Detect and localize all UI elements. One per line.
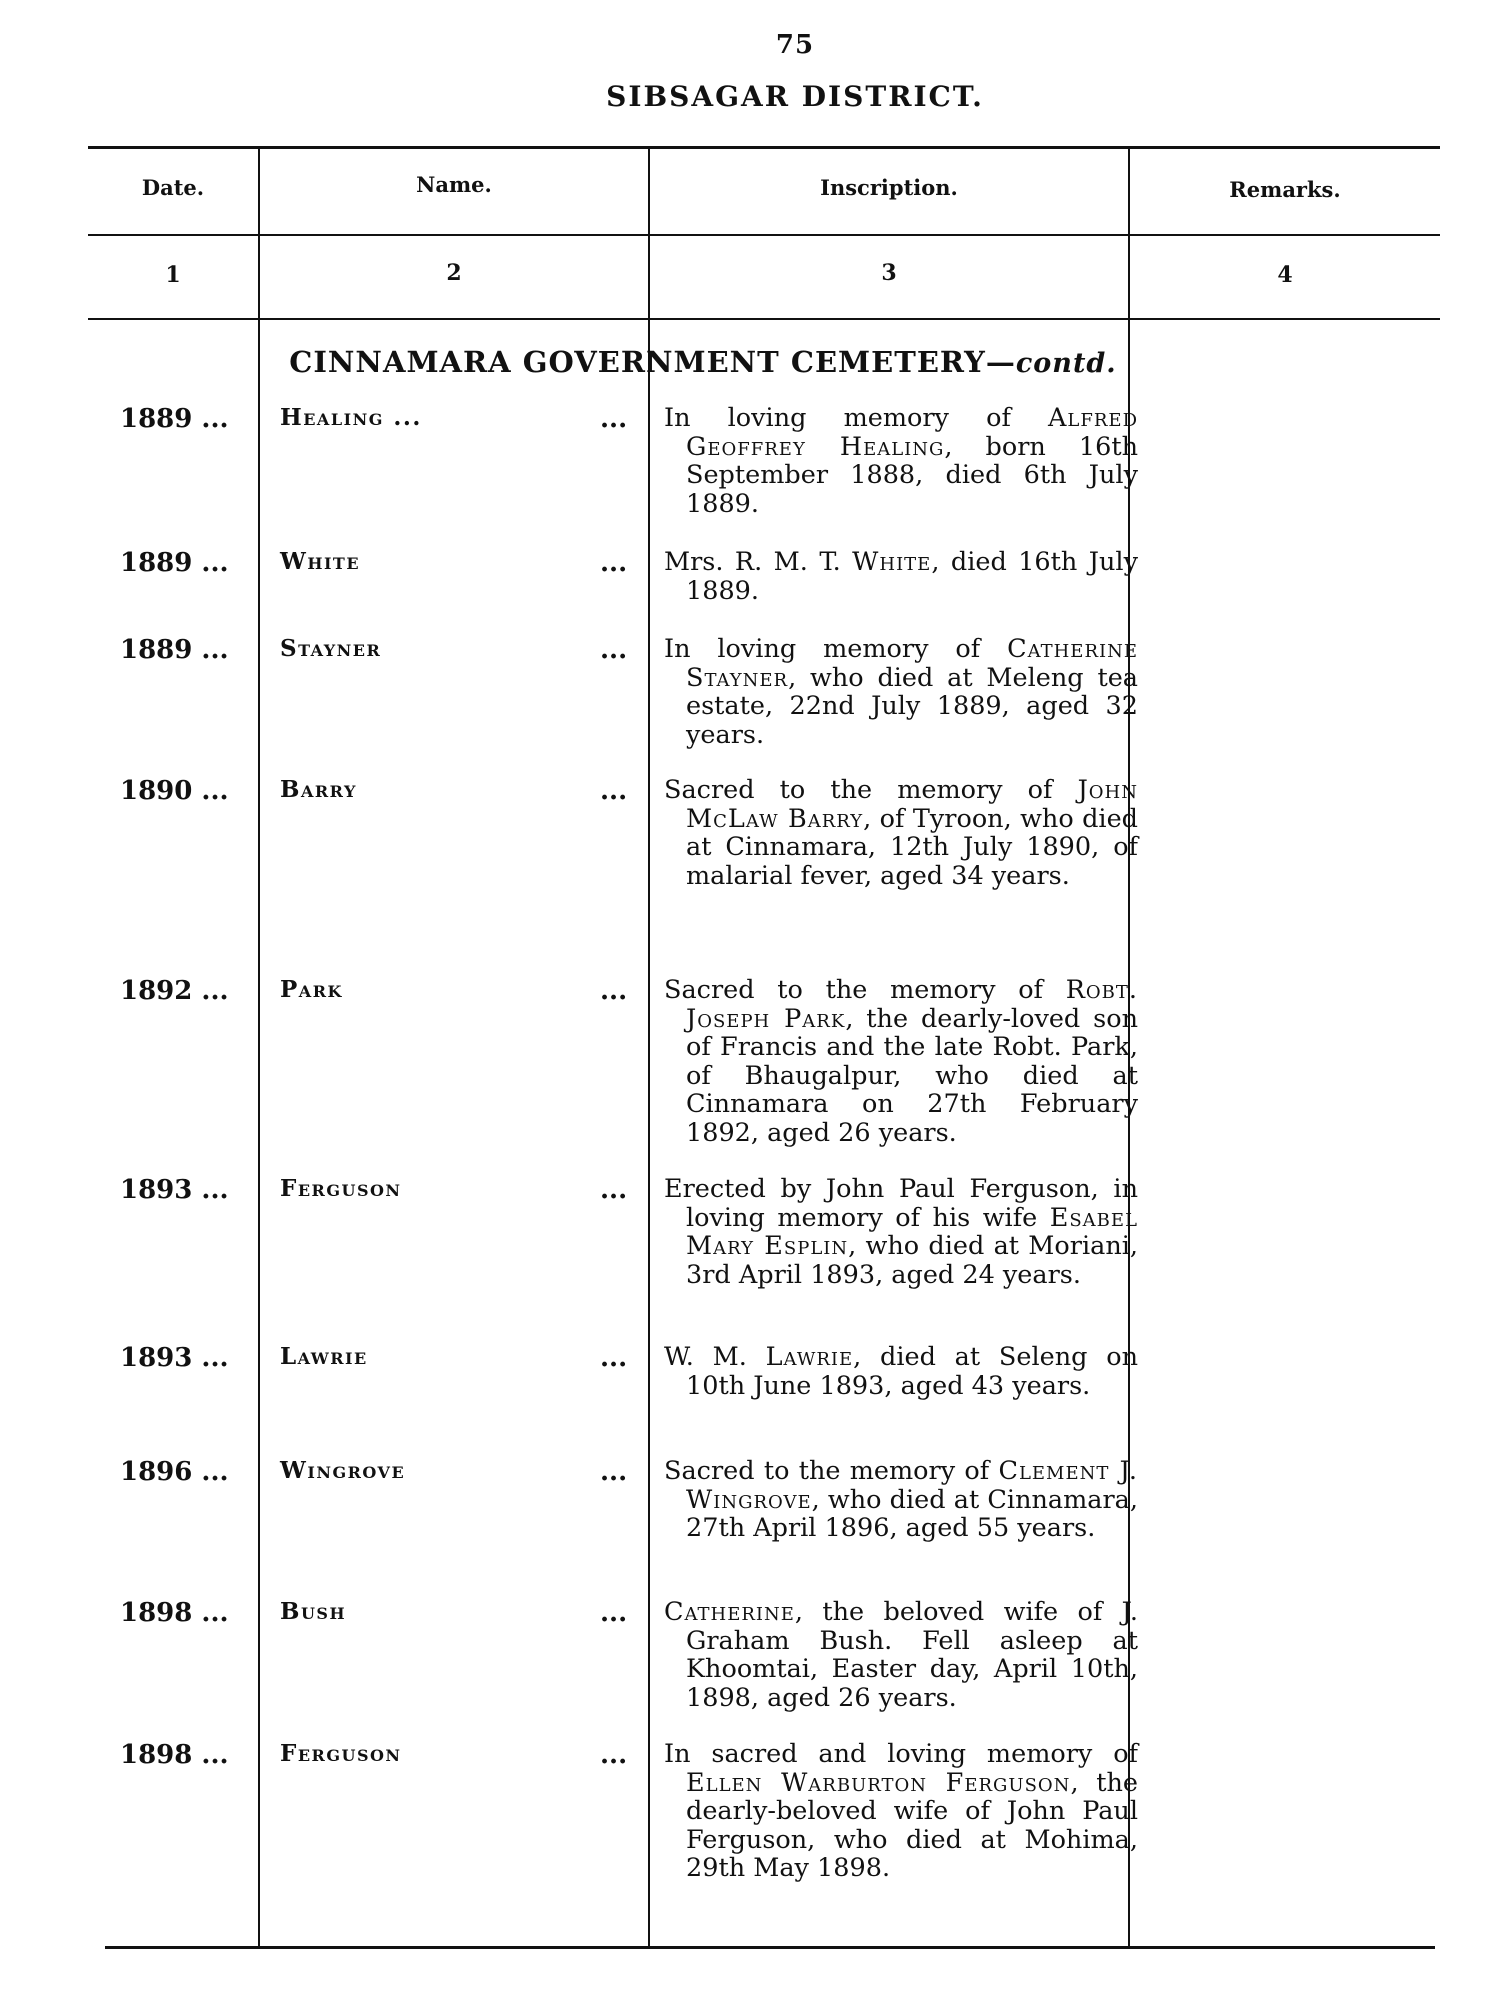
column-number-3: 3	[881, 260, 897, 286]
entry-inscription: Mrs. R. M. T. White, died 16th July 1889.	[664, 547, 1138, 606]
entry-name: Stayner	[280, 635, 382, 662]
entry-name: Wingrove	[280, 1457, 406, 1484]
header-rule	[88, 234, 1440, 236]
column-divider-1	[258, 146, 260, 1946]
entry-date: 1898 ...	[120, 1598, 229, 1628]
section-title-suffix: contd.	[1015, 348, 1117, 379]
entry-name: Park	[280, 976, 343, 1003]
entry-name: Ferguson	[280, 1740, 402, 1767]
entry-date: 1892 ...	[120, 976, 229, 1006]
entry-inscription: Sacred to the memory of John McLaw Barry, of Tyroon, who died at Cinnamara, 12th July 1890, of malarial fever, aged 34 years.	[664, 775, 1138, 891]
entry-name: Healing ...	[280, 404, 422, 431]
entry-inscription: In loving memory of Catherine Stayner, who died at Meleng tea estate, 22nd July 1889, aged 32 years.	[664, 634, 1138, 750]
entry-inscription: Catherine, the beloved wife of J. Graham Bush. Fell asleep at Khoomtai, Easter day, April 10th, 1898, aged 26 years.	[664, 1597, 1138, 1713]
entry-name: White	[280, 548, 361, 575]
entry-leader-dots: ...	[600, 635, 628, 665]
entry-inscription: Erected by John Paul Ferguson, in loving memory of his wife Esabel Mary Esplin, who died at Moriani, 3rd April 1893, aged 24 years.	[664, 1174, 1138, 1290]
entry-leader-dots: ...	[600, 1457, 628, 1487]
entry-date: 1890 ...	[120, 776, 229, 806]
header-inscription: Inscription.	[820, 175, 958, 200]
entry-name: Barry	[280, 776, 357, 803]
header-name: Name.	[416, 172, 492, 197]
bottom-rule	[105, 1946, 1435, 1949]
column-divider-2	[648, 146, 650, 1946]
entry-inscription: In loving memory of Alfred Geoffrey Healing, born 16th September 1888, died 6th July 1889.	[664, 403, 1138, 519]
entry-leader-dots: ...	[600, 976, 628, 1006]
entry-date: 1898 ...	[120, 1740, 229, 1770]
entry-inscription: Sacred to the memory of Clement J. Wingrove, who died at Cinnamara, 27th April 1896, aged 55 years.	[664, 1456, 1138, 1543]
entry-date: 1893 ...	[120, 1343, 229, 1373]
entry-name: Ferguson	[280, 1175, 402, 1202]
section-title-text: CINNAMARA GOVERNMENT CEMETERY—	[289, 345, 1016, 379]
entry-leader-dots: ...	[600, 1175, 628, 1205]
entry-leader-dots: ...	[600, 1598, 628, 1628]
top-rule	[88, 146, 1440, 149]
header-remarks: Remarks.	[1229, 177, 1341, 202]
column-number-rule	[88, 318, 1440, 320]
entry-date: 1889 ...	[120, 404, 229, 434]
column-number-4: 4	[1277, 262, 1293, 288]
entry-date: 1896 ...	[120, 1457, 229, 1487]
entry-leader-dots: ...	[600, 404, 628, 434]
entry-date: 1889 ...	[120, 635, 229, 665]
entry-date: 1889 ...	[120, 548, 229, 578]
entry-inscription: Sacred to the memory of Robt. Joseph Park, the dearly-loved son of Francis and the late Robt. Park, of Bhaugalpur, who died at Cinnamara on 27th February 1892, aged 26 years.	[664, 975, 1139, 1148]
entry-name: Bush	[280, 1598, 347, 1625]
entry-leader-dots: ...	[600, 1343, 628, 1373]
column-number-2: 2	[446, 260, 462, 286]
header-date: Date.	[141, 175, 205, 200]
page-number: 75	[775, 30, 815, 60]
entry-date: 1893 ...	[120, 1175, 229, 1205]
entry-leader-dots: ...	[600, 776, 628, 806]
entry-leader-dots: ...	[600, 1740, 628, 1770]
column-number-1: 1	[165, 262, 181, 288]
entry-name: Lawrie	[280, 1343, 368, 1370]
entry-inscription: W. M. Lawrie, died at Seleng on 10th June 1893, aged 43 years.	[664, 1342, 1138, 1401]
entry-inscription: In sacred and loving memory of Ellen Warburton Ferguson, the dearly-beloved wife of John Paul Ferguson, who died at Mohima, 29th May 1898.	[664, 1739, 1138, 1883]
entry-leader-dots: ...	[600, 548, 628, 578]
page-title: SIBSAGAR DISTRICT.	[606, 80, 984, 113]
section-title	[278, 345, 1128, 379]
